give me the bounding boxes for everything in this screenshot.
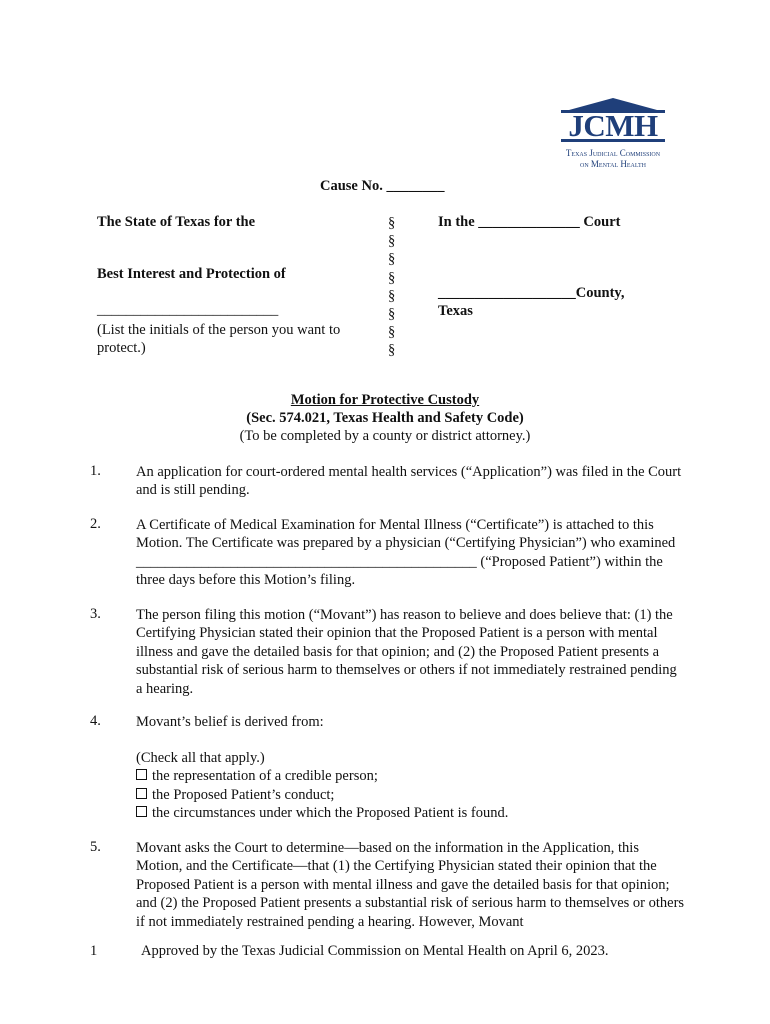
checklist-item[interactable] (136, 804, 686, 822)
caption-county: ___________________County, (438, 285, 625, 301)
section-symbol: § (388, 324, 396, 341)
cause-number: Cause No. ________ (320, 178, 445, 194)
paragraph-number: 1. (90, 463, 101, 479)
section-symbol: § (388, 306, 396, 323)
paragraph-text: A Certificate of Medical Examination for Mental Illness (“Certificate”) is attached to this Motion. The Certificate was prepared by a physician (“Certifying Physician”) who examined _______________________________________________ (“Proposed Patient”) within the three days before this Motion’s filing. (136, 517, 676, 589)
caption-state: The State of Texas for the (97, 214, 256, 230)
document-subtitle: (Sec. 574.021, Texas Health and Safety Code) (246, 410, 524, 426)
paragraph-text: An application for court-ordered mental health services (“Application”) was filed in the Court and is still pending. (136, 464, 682, 499)
checkbox-icon[interactable] (136, 788, 147, 799)
paragraph-text: The person filing this motion (“Movant”) has reason to believe and does believe that: (1) the Certifying Physician stated their opinion that the Proposed Patient is a person with mental illness and gave the detailed basis for that opinion; and (2) the Proposed Patient presents a substantial risk of serious harm to themselves or others if not immediately restrained pending a hearing. (136, 607, 677, 697)
section-symbol: § (388, 342, 396, 359)
checklist-item[interactable] (136, 767, 686, 785)
section-symbol: § (388, 269, 396, 286)
caption-initials-note: (List the initials of the person you want to protect.) (97, 322, 341, 357)
checklist-item-label: the representation of a credible person; (152, 768, 378, 785)
checklist-item-label: the Proposed Patient’s conduct; (152, 786, 335, 803)
logo-acronym: JCMH (568, 108, 658, 143)
section-symbol-column (388, 214, 408, 360)
checklist-item-label: the circumstances under which the Proposed Patient is found. (152, 805, 509, 822)
paragraph-number: 5. (90, 839, 101, 855)
caption-initials-blank: _________________________ (97, 302, 279, 318)
section-symbol: § (388, 233, 396, 250)
paragraph-number: 4. (90, 713, 101, 729)
page-number: 1 (90, 943, 98, 959)
paragraph-number: 2. (90, 516, 101, 532)
paragraph-text: Movant asks the Court to determine—based on the information in the Application, this Motion, and the Certificate—that (1) the Certifying Physician stated their opinion that the Proposed Patient is a person with mental illness and gave the detailed basis for that opinion; and (2) the Proposed Patient presents a substantial risk of serious harm to themselves or others if not immediately restrained pending a hearing. However, Movant (136, 840, 685, 930)
section-symbol: § (388, 287, 396, 304)
logo-line-1: Texas Judicial Commission (565, 148, 661, 158)
caption-best-interest: Best Interest and Protection of (97, 266, 286, 282)
checklist-item[interactable] (136, 786, 686, 804)
checkbox-icon[interactable] (136, 769, 147, 780)
caption-state-texas: Texas (438, 303, 473, 319)
checkbox-icon[interactable] (136, 806, 147, 817)
logo-line-2: on Mental Health (580, 159, 646, 169)
approval-footer: Approved by the Texas Judicial Commission on Mental Health on April 6, 2023. (141, 943, 609, 959)
caption-court: In the ______________ Court (438, 214, 621, 230)
section-symbol: § (388, 251, 396, 268)
jcmh-logo (555, 96, 671, 174)
checklist-intro: (Check all that apply.) (136, 750, 265, 766)
document-title: Motion for Protective Custody (290, 392, 480, 408)
checklist (136, 749, 686, 823)
document-note: (To be completed by a county or district attorney.) (239, 428, 531, 444)
paragraph-number: 3. (90, 606, 101, 622)
section-symbol: § (388, 215, 396, 231)
paragraph-text: Movant’s belief is derived from: (136, 714, 324, 730)
